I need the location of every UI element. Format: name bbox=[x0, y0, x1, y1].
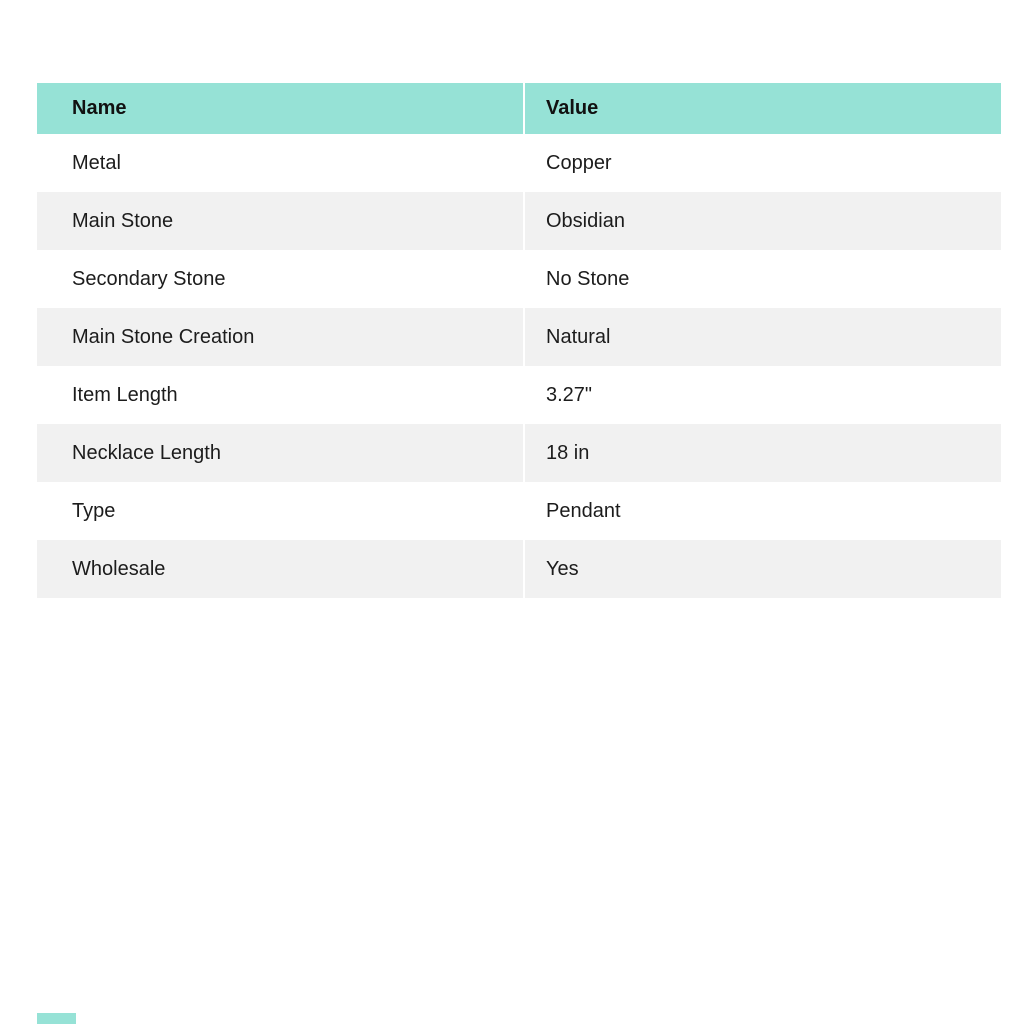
row-value-cell: Natural bbox=[525, 308, 1001, 366]
table-row bbox=[37, 482, 1001, 540]
table-row bbox=[37, 250, 1001, 308]
row-value-cell: Obsidian bbox=[525, 192, 1001, 250]
table-row bbox=[37, 192, 1001, 250]
row-value-cell: 18 in bbox=[525, 424, 1001, 482]
column-header-value bbox=[525, 83, 1001, 134]
column-header-name bbox=[37, 83, 523, 134]
table-row bbox=[37, 134, 1001, 192]
row-name-cell: Type bbox=[72, 499, 116, 522]
table-row bbox=[37, 424, 1001, 482]
row-name-cell: Main Stone bbox=[37, 192, 523, 250]
table-header-row bbox=[37, 83, 1001, 134]
spec-table bbox=[37, 83, 1001, 598]
table-row bbox=[37, 366, 1001, 424]
row-value-cell: Pendant bbox=[546, 499, 621, 522]
row-name-cell: Item Length bbox=[72, 383, 178, 406]
row-value-cell: 3.27" bbox=[546, 383, 593, 406]
row-value-cell: No Stone bbox=[546, 267, 630, 290]
table-row bbox=[37, 308, 1001, 366]
row-name-cell: Wholesale bbox=[37, 540, 523, 598]
row-name-cell: Necklace Length bbox=[37, 424, 523, 482]
column-header-name-label: Name bbox=[72, 97, 127, 119]
row-value-cell: Yes bbox=[525, 540, 1001, 598]
table-row bbox=[37, 540, 1001, 598]
next-table-header-peek bbox=[37, 1013, 76, 1024]
row-value-cell: Copper bbox=[546, 151, 612, 174]
row-name-cell: Metal bbox=[72, 151, 121, 174]
column-header-value-label: Value bbox=[546, 97, 599, 119]
row-name-cell: Main Stone Creation bbox=[37, 308, 523, 366]
row-name-cell: Secondary Stone bbox=[72, 267, 226, 290]
